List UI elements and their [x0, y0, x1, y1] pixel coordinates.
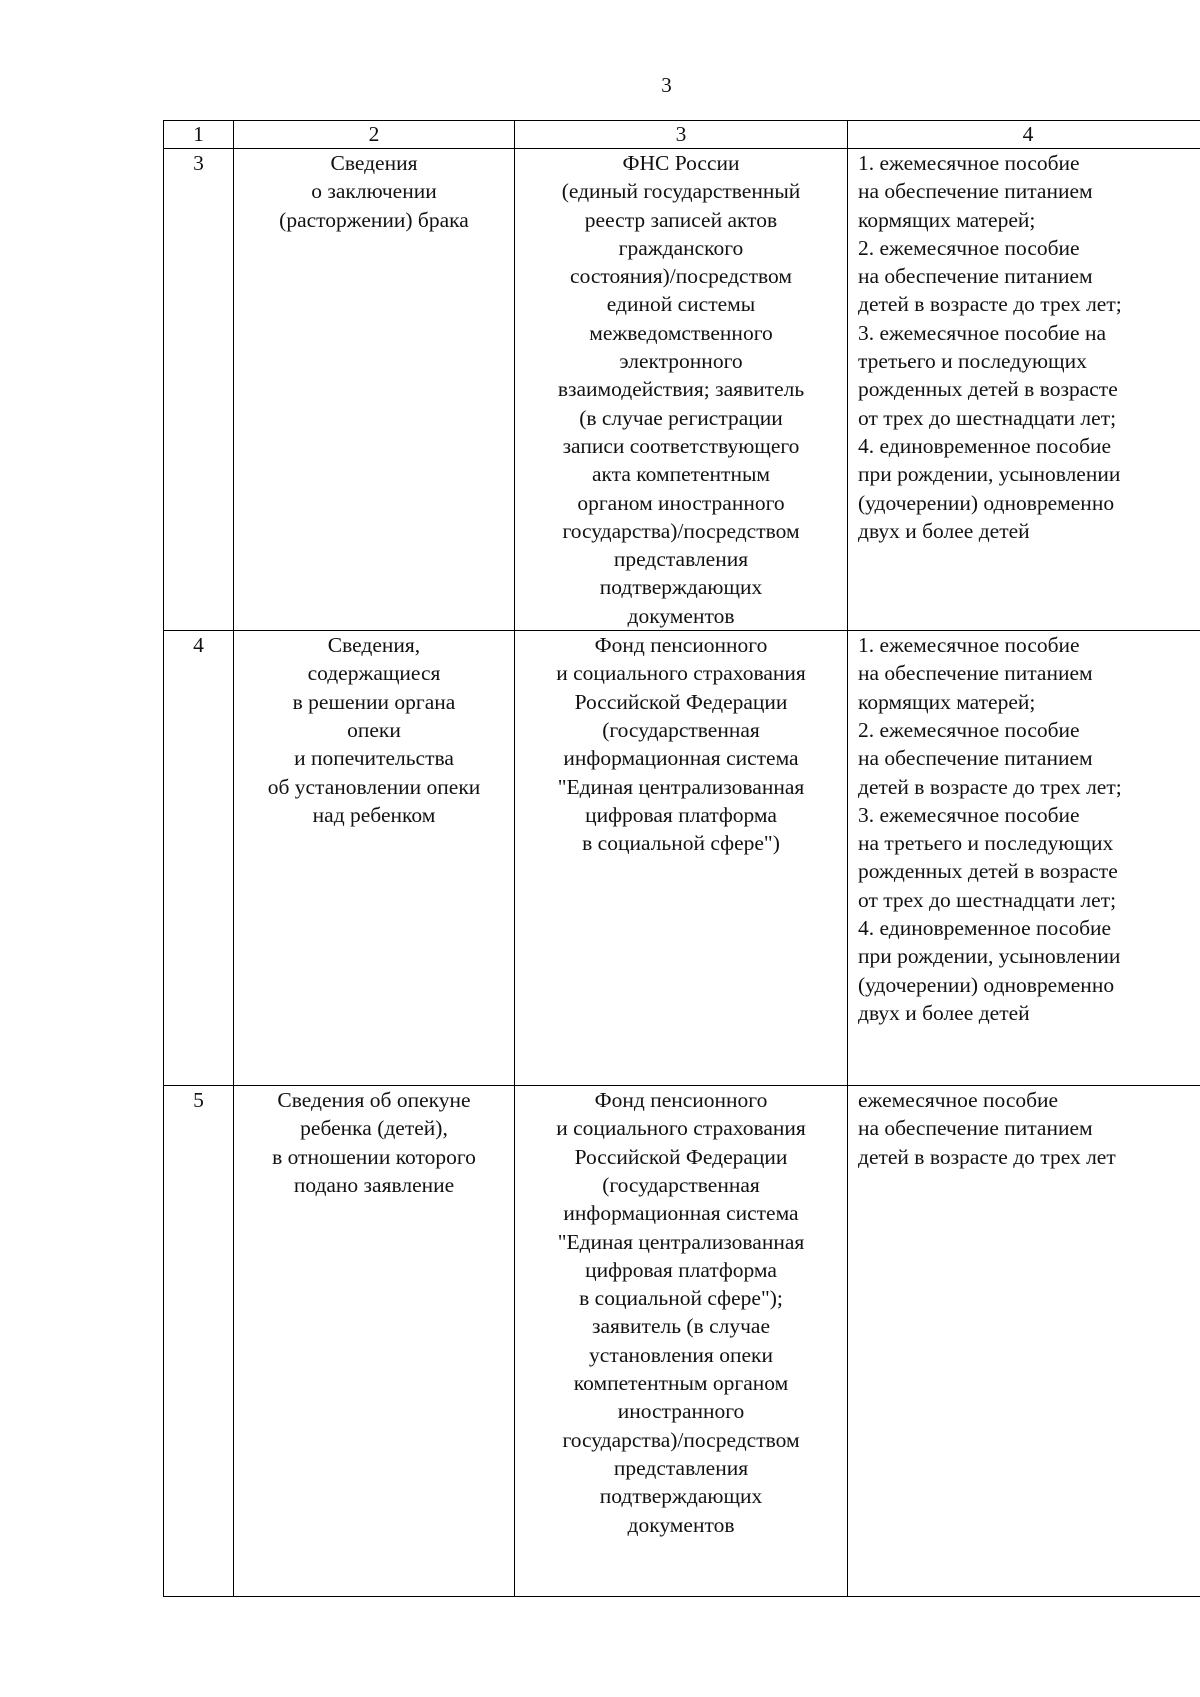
header-cell-3: 3 — [515, 121, 848, 149]
info-cell: Сведения об опекуне ребенка (детей), в отношении которого подано заявление — [234, 1086, 515, 1597]
data-table — [163, 120, 1200, 1597]
info-cell: Сведения, содержащиеся в решении органа опеки и попечительства об установлении опеки над ребенком — [234, 631, 515, 1086]
table-row — [164, 149, 1200, 631]
benefits-cell: 1. ежемесячное пособие на обеспечение питанием кормящих матерей; 2. ежемесячное пособие на обеспечение питанием детей в возрасте до трех лет; 3. ежемесячное пособие на третьего и последующих рожденных детей в возрасте от трех до шестнадцати лет; 4. единовременное пособие при рождении, усыновлении (удочерении) одновременно двух и более детей — [848, 149, 1200, 631]
info-cell: Сведения о заключении (расторжении) брака — [234, 149, 515, 631]
benefits-cell: 1. ежемесячное пособие на обеспечение питанием кормящих матерей; 2. ежемесячное пособие на обеспечение питанием детей в возрасте до трех лет; 3. ежемесячное пособие на третьего и последующих рожденных детей в возрасте от трех до шестнадцати лет; 4. единовременное пособие при рождении, усыновлении (удочерении) одновременно двух и более детей — [848, 631, 1200, 1086]
source-cell: Фонд пенсионного и социального страхования Российской Федерации (государственная информационная система "Единая централизованная цифровая платформа в социальной сфере") — [515, 631, 848, 1086]
table-row — [164, 631, 1200, 1086]
row-number-cell: 3 — [164, 149, 234, 631]
header-cell-2: 2 — [234, 121, 515, 149]
table-row — [164, 1086, 1200, 1597]
row-number-cell: 4 — [164, 631, 234, 1086]
row-number-cell: 5 — [164, 1086, 234, 1597]
header-cell-1: 1 — [164, 121, 234, 149]
page-number: 3 — [661, 73, 672, 97]
header-cell-4: 4 — [848, 121, 1200, 149]
table-header-row — [164, 121, 1200, 149]
source-cell: ФНС России (единый государственный реестр записей актов гражданского состояния)/посредством единой системы межведомственного электронного взаимодействия; заявитель (в случае регистрации записи соответствующего акта компетентным органом иностранного государства)/посредством представления подтверждающих документов — [515, 149, 848, 631]
benefits-cell: ежемесячное пособие на обеспечение питанием детей в возрасте до трех лет — [848, 1086, 1200, 1597]
source-cell: Фонд пенсионного и социального страхования Российской Федерации (государственная информационная система "Единая централизованная цифровая платформа в социальной сфере"); заявитель (в случае установления опеки компетентным органом иностранного государства)/посредством представления подтверждающих документов — [515, 1086, 848, 1597]
